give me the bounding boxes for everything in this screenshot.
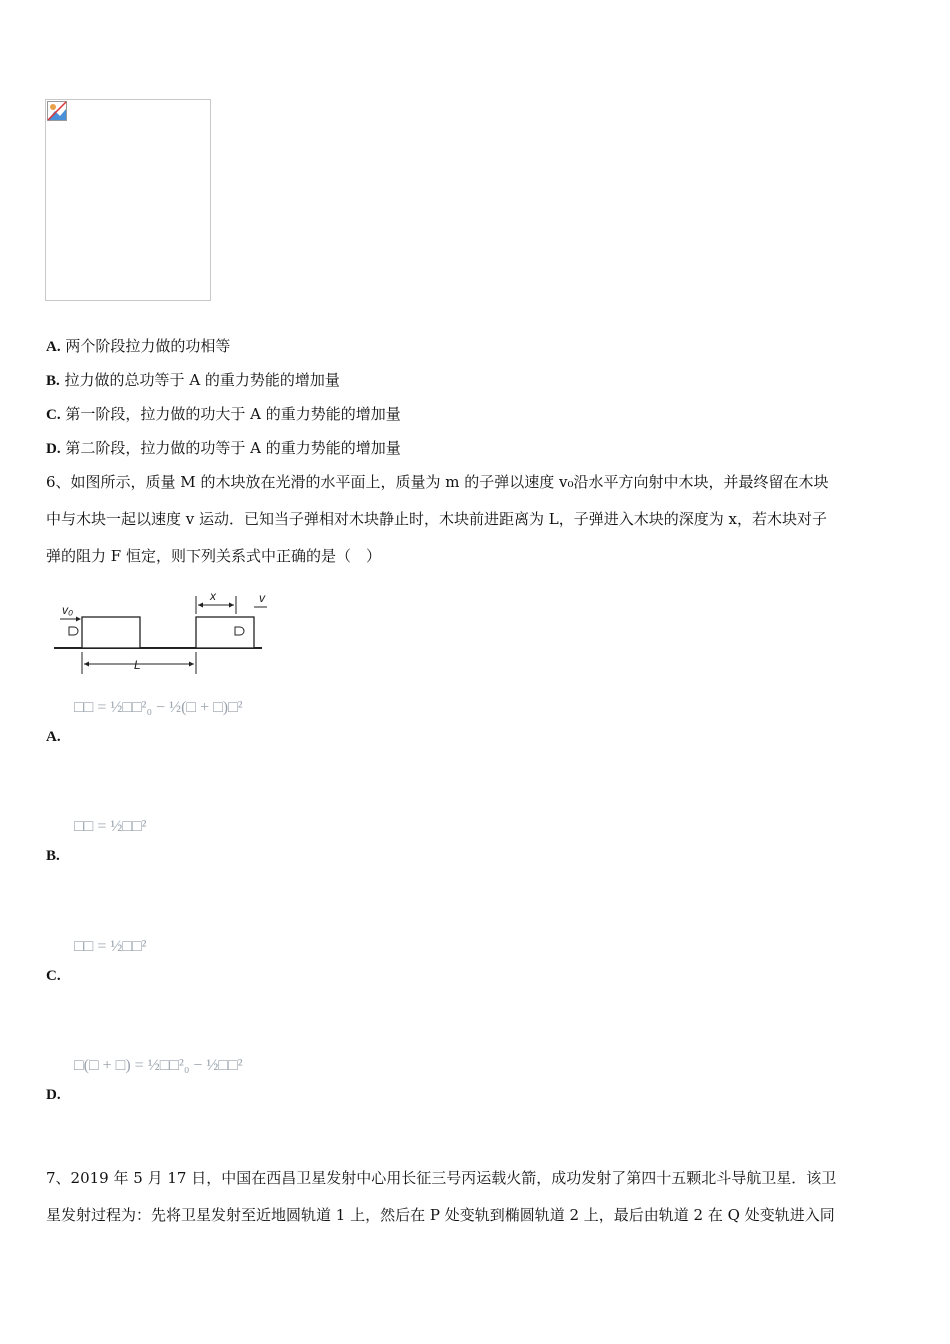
bullet-block-diagram <box>52 588 267 678</box>
q7-stem-line1: 7、2019 年 5 月 17 日，中国在西昌卫星发射中心用长征三号丙运载火箭，成功发射了第四十五颗北斗导航卫星．该卫 <box>46 1169 837 1187</box>
broken-image-icon <box>47 101 67 121</box>
q6-option-c-formula: □□ = ½□□² <box>74 938 147 955</box>
block-initial <box>82 617 140 648</box>
x-label: x <box>210 589 216 603</box>
q5-option-b: B. 拉力做的总功等于 A 的重力势能的增加量 <box>46 371 340 389</box>
q6-option-b-letter: B. <box>46 848 60 864</box>
q6-stem-line1: 6、如图所示，质量 M 的木块放在光滑的水平面上，质量为 m 的子弹以速度 v₀沿水平方向射中木块，并最终留在木块 <box>46 473 829 491</box>
q6-option-a-formula: □□ = ½□□²₀ − ½(□ + □)□² <box>74 699 243 716</box>
q6-option-a-letter: A. <box>46 729 61 745</box>
q5-option-d: D. 第二阶段，拉力做的功等于 A 的重力势能的增加量 <box>46 439 401 457</box>
L-label: L <box>134 658 141 672</box>
q6-option-d-formula: □(□ + □) = ½□□²₀ − ½□□² <box>74 1057 243 1074</box>
q6-stem-line3: 弹的阻力 F 恒定，则下列关系式中正确的是（ ） <box>46 547 381 565</box>
block-final <box>196 617 254 648</box>
q6-option-d-letter: D. <box>46 1087 61 1103</box>
q6-option-b-formula: □□ = ½□□² <box>74 818 147 835</box>
bullet-initial <box>69 627 78 635</box>
bullet-final <box>235 627 244 635</box>
q6-option-c-letter: C. <box>46 968 61 984</box>
q7-stem-line2: 星发射过程为：先将卫星发射至近地圆轨道 1 上，然后在 P 处变轨到椭圆轨道 2 上，最后由轨道 2 在 Q 处变轨进入同 <box>46 1206 835 1224</box>
broken-image-placeholder <box>45 99 211 301</box>
q5-option-c: C. 第一阶段，拉力做的功大于 A 的重力势能的增加量 <box>46 405 401 423</box>
q6-stem-line2: 中与木块一起以速度 v 运动．已知当子弹相对木块静止时，木块前进距离为 L，子弹进入木块的深度为 x，若木块对子 <box>46 510 827 528</box>
v0-label: v₀ <box>62 603 74 617</box>
v-label: v <box>259 591 265 605</box>
q5-option-a: A. 两个阶段拉力做的功相等 <box>46 337 231 355</box>
